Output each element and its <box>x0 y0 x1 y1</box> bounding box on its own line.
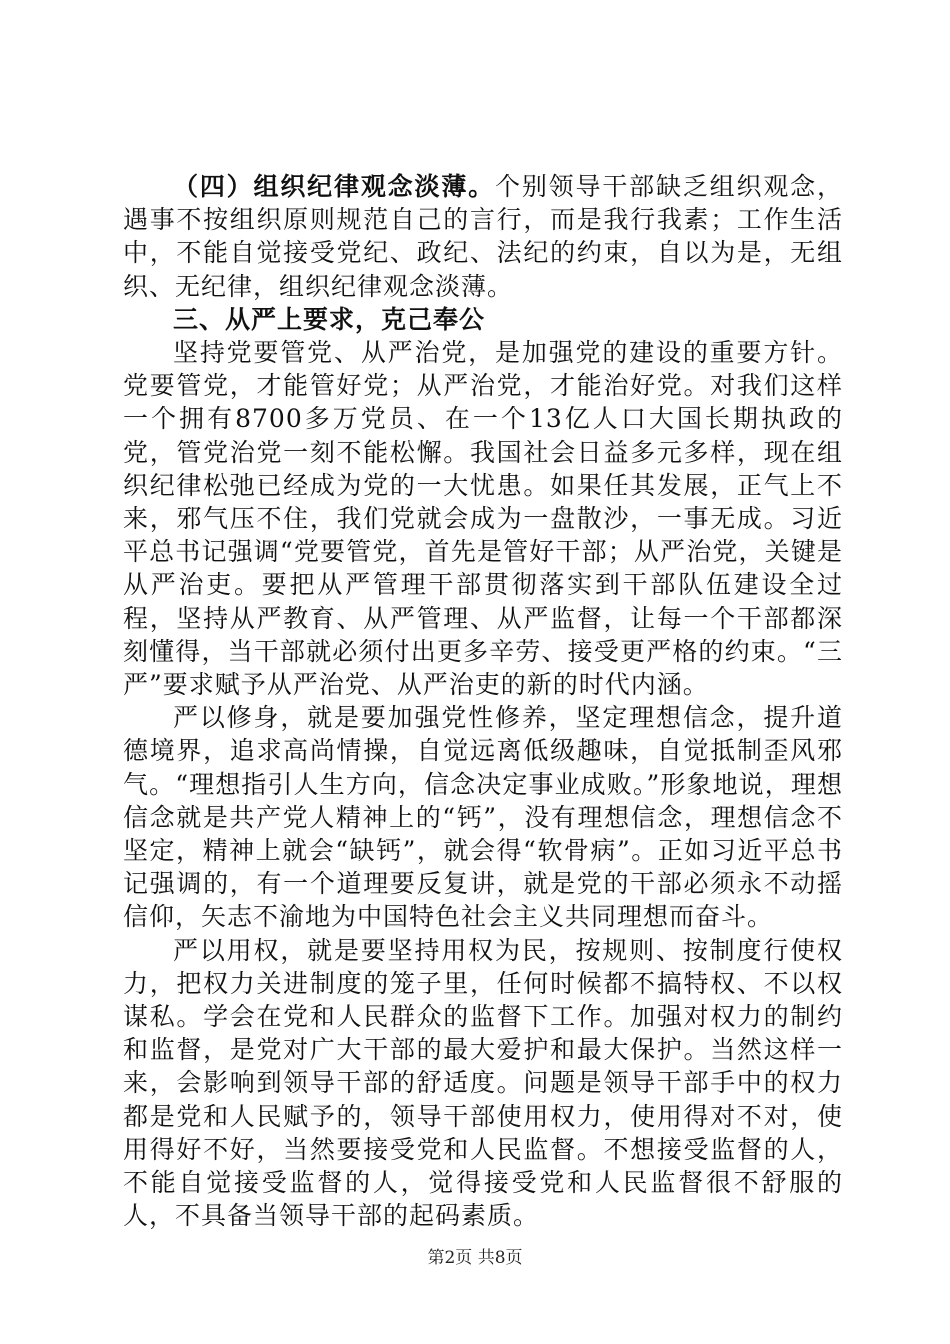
paragraph-use-of-power: 严以用权，就是要坚持用权为民，按规则、按制度行使权力，把权力关进制度的笼子里，任何时候都不搞特权、不以权谋私。学会在党和人民群众的监督下工作。加强对权力的制约和监督，是党对广大干部的最大爱护和最大保护。当然这样一来，会影响到领导干部的舒适度。问题是领导干部手中的权力都是党和人民赋予的，领导干部使用权力，使用得对不对，使用得好不好，当然要接受党和人民监督。不想接受监督的人，不能自觉接受监督的人，觉得接受党和人民监督很不舒服的人，不具备当领导干部的起码素质。 <box>123 935 843 1231</box>
paragraph-text: 个别领导干部缺乏组织观念，遇事不按组织原则规范自己的言行，而是我行我素；工作生活中，不能自觉接受党纪、政纪、法纪的约束，自以为是，无组织、无纪律，组织纪律观念淡薄。 <box>123 172 843 301</box>
paragraph-organizational-discipline <box>123 170 843 303</box>
paragraph-lead-heading: （四）组织纪律观念淡薄。 <box>173 172 495 201</box>
paragraph-strict-governance: 坚持党要管党、从严治党，是加强党的建设的重要方针。党要管党，才能管好党；从严治党，才能治好党。对我们这样一个拥有8700多万党员、在一个13亿人口大国长期执政的党，管党治党一刻不能松懈。我国社会日益多元多样，现在组织纪律松弛已经成为党的一大忧患。如果任其发展，正气上不来，邪气压不住，我们党就会成为一盘散沙，一事无成。习近平总书记强调“党要管党，首先是管好干部；从严治党，关键是从严治吏。要把从严管理干部贯彻落实到干部队伍建设全过程，坚持从严教育、从严管理、从严监督，让每一个干部都深刻懂得，当干部就必须付出更多辛劳、接受更严格的约束。“三严”要求赋予从严治党、从严治吏的新的时代内涵。 <box>123 338 843 700</box>
section-heading: 三、从严上要求，克己奉公 <box>173 304 486 334</box>
paragraph-self-cultivation: 严以修身，就是要加强党性修养，坚定理想信念，提升道德境界，追求高尚情操，自觉远离低级趣味，自觉抵制歪风邪气。“理想指引人生方向，信念决定事业成败。”形象地说，理想信念就是共产党人精神上的“钙”，没有理想信念，理想信念不坚定，精神上就会“缺钙”，就会得“软骨病”。正如习近平总书记强调的，有一个道理要反复讲，就是党的干部必须永不动摇信仰，矢志不渝地为中国特色社会主义共同理想而奋斗。 <box>123 703 843 932</box>
document-body <box>123 170 843 1233</box>
page-number-footer: 第2页 共8页 <box>427 1248 523 1268</box>
